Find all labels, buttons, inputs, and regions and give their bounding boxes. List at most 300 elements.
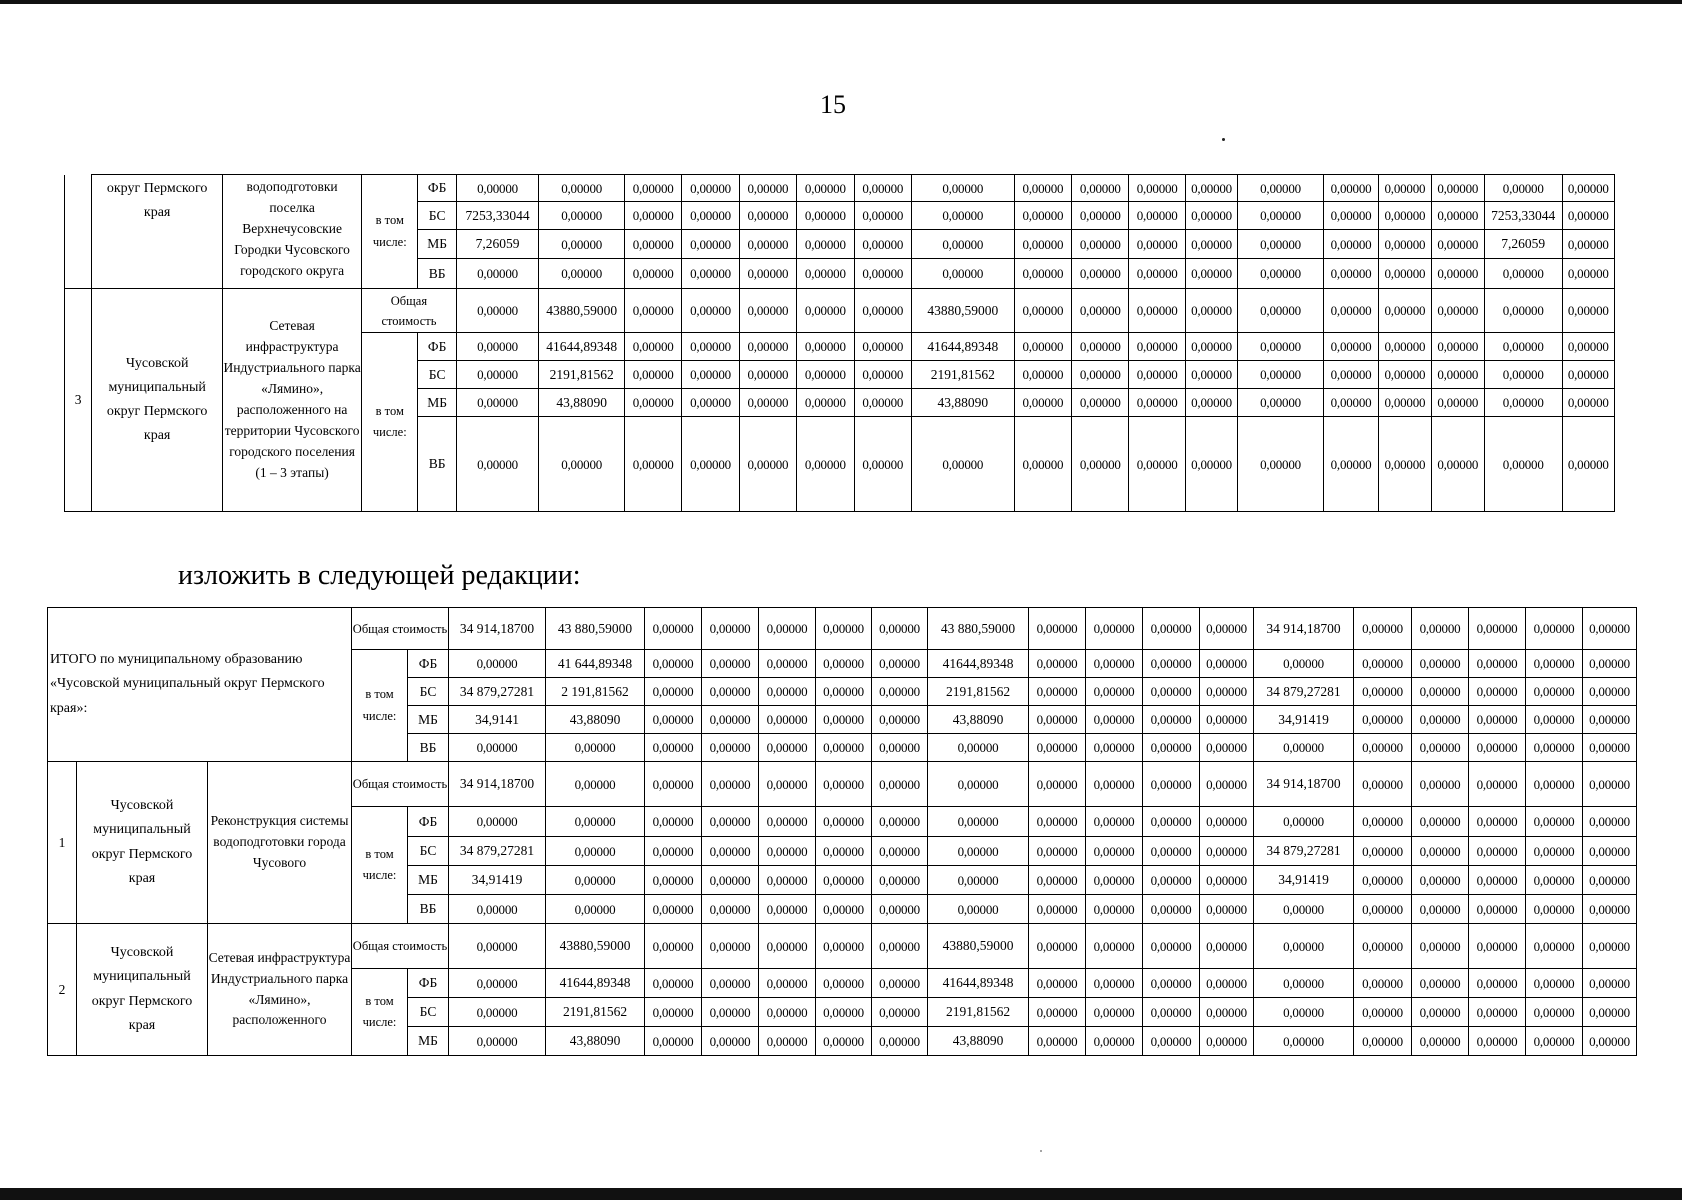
- value-cell: 43 880,59000: [546, 608, 645, 650]
- value-cell: 43880,59000: [911, 289, 1014, 333]
- financing-source: МБ: [418, 230, 456, 259]
- value-cell: 0,00000: [1323, 259, 1378, 289]
- value-cell: 0,00000: [872, 762, 928, 807]
- value-cell: 0,00000: [449, 734, 546, 762]
- value-cell: 34 879,27281: [1254, 678, 1354, 706]
- value-cell: 0,00000: [1484, 333, 1562, 361]
- municipality-cell: округ Пермского края: [92, 175, 223, 289]
- value-cell: 0,00000: [816, 762, 872, 807]
- value-cell: 0,00000: [854, 259, 911, 289]
- value-cell: 0,00000: [1484, 259, 1562, 289]
- value-cell: 0,00000: [1254, 650, 1354, 678]
- value-cell: 0,00000: [1323, 230, 1378, 259]
- value-cell: 0,00000: [759, 895, 816, 924]
- value-cell: 0,00000: [872, 807, 928, 837]
- value-cell: 0,00000: [1583, 762, 1637, 807]
- value-cell: 0,00000: [1238, 361, 1324, 389]
- value-cell: 0,00000: [645, 706, 702, 734]
- value-cell: 0,00000: [759, 837, 816, 866]
- value-cell: 0,00000: [1143, 706, 1200, 734]
- value-cell: 0,00000: [1200, 734, 1254, 762]
- value-cell: 0,00000: [1323, 333, 1378, 361]
- value-cell: 0,00000: [1562, 333, 1615, 361]
- value-cell: 0,00000: [1583, 608, 1637, 650]
- value-cell: 0,00000: [1583, 650, 1637, 678]
- value-cell: 0,00000: [1185, 175, 1237, 202]
- value-cell: 0,00000: [1143, 895, 1200, 924]
- value-cell: 0,00000: [854, 361, 911, 389]
- financing-source: БС: [408, 998, 449, 1027]
- value-cell: 0,00000: [546, 837, 645, 866]
- value-cell: 0,00000: [1143, 866, 1200, 895]
- value-cell: 43880,59000: [539, 289, 625, 333]
- value-cell: 0,00000: [702, 650, 759, 678]
- value-cell: 0,00000: [1014, 259, 1071, 289]
- value-cell: 0,00000: [911, 259, 1014, 289]
- value-cell: 0,00000: [739, 361, 796, 389]
- value-cell: 0,00000: [1185, 259, 1237, 289]
- value-cell: 41644,89348: [928, 969, 1029, 998]
- value-cell: 0,00000: [739, 389, 796, 417]
- value-cell: 0,00000: [1412, 998, 1469, 1027]
- value-cell: 0,00000: [1526, 762, 1583, 807]
- value-cell: 0,00000: [1200, 1027, 1254, 1056]
- value-cell: 0,00000: [1583, 866, 1637, 895]
- value-cell: 34,91419: [1254, 706, 1354, 734]
- value-cell: 0,00000: [1562, 230, 1615, 259]
- value-cell: 0,00000: [624, 202, 681, 230]
- value-cell: 0,00000: [1129, 230, 1185, 259]
- value-cell: 0,00000: [456, 361, 539, 389]
- municipality-cell: Чусовской муниципальный округ Пермского края: [77, 762, 208, 924]
- value-cell: 2191,81562: [928, 678, 1029, 706]
- value-cell: 0,00000: [1469, 734, 1526, 762]
- value-cell: 0,00000: [1143, 807, 1200, 837]
- value-cell: 0,00000: [1143, 762, 1200, 807]
- value-cell: 2191,81562: [539, 361, 625, 389]
- value-cell: 0,00000: [682, 333, 739, 361]
- index-cell: 1: [48, 762, 77, 924]
- value-cell: 34 879,27281: [1254, 837, 1354, 866]
- value-cell: 34 914,18700: [449, 608, 546, 650]
- value-cell: 0,00000: [702, 807, 759, 837]
- value-cell: 0,00000: [872, 678, 928, 706]
- value-cell: 0,00000: [1431, 175, 1484, 202]
- value-cell: 0,00000: [1029, 1027, 1086, 1056]
- financing-source: ФБ: [418, 333, 456, 361]
- value-cell: 0,00000: [1484, 175, 1562, 202]
- value-cell: 0,00000: [645, 807, 702, 837]
- value-cell: 0,00000: [702, 895, 759, 924]
- value-cell: 0,00000: [645, 608, 702, 650]
- value-cell: 2191,81562: [928, 998, 1029, 1027]
- value-cell: 0,00000: [1129, 202, 1185, 230]
- value-cell: 0,00000: [854, 175, 911, 202]
- value-cell: 0,00000: [645, 998, 702, 1027]
- value-cell: 41644,89348: [539, 333, 625, 361]
- value-cell: 0,00000: [1323, 175, 1378, 202]
- financing-source: ФБ: [408, 807, 449, 837]
- section-heading: изложить в следующей редакции:: [178, 560, 581, 591]
- value-cell: 0,00000: [1029, 678, 1086, 706]
- value-cell: 0,00000: [1014, 417, 1071, 512]
- value-cell: 0,00000: [1354, 924, 1412, 969]
- value-cell: 0,00000: [872, 837, 928, 866]
- value-cell: 0,00000: [1014, 230, 1071, 259]
- value-cell: 0,00000: [682, 289, 739, 333]
- value-cell: 0,00000: [1526, 678, 1583, 706]
- value-cell: 0,00000: [1526, 895, 1583, 924]
- financing-source: БС: [408, 678, 449, 706]
- financing-source: ФБ: [408, 969, 449, 998]
- value-cell: 0,00000: [1354, 678, 1412, 706]
- itogo-label: ИТОГО по муниципальному образованию «Чусовской муниципальный округ Пермского края»:: [48, 608, 352, 762]
- value-cell: 0,00000: [739, 289, 796, 333]
- financing-source: ВБ: [418, 259, 456, 289]
- value-cell: 0,00000: [1143, 678, 1200, 706]
- value-cell: 0,00000: [1431, 230, 1484, 259]
- value-cell: 0,00000: [928, 734, 1029, 762]
- value-cell: 0,00000: [1238, 202, 1324, 230]
- value-cell: 0,00000: [1143, 1027, 1200, 1056]
- value-cell: 0,00000: [546, 895, 645, 924]
- value-cell: 0,00000: [1238, 333, 1324, 361]
- value-cell: 43880,59000: [928, 924, 1029, 969]
- value-cell: 0,00000: [1086, 706, 1143, 734]
- value-cell: 0,00000: [449, 895, 546, 924]
- value-cell: 0,00000: [1185, 230, 1237, 259]
- value-cell: 0,00000: [1072, 361, 1129, 389]
- value-cell: 0,00000: [816, 895, 872, 924]
- value-cell: 0,00000: [1072, 259, 1129, 289]
- value-cell: 0,00000: [872, 706, 928, 734]
- financing-source: БС: [418, 361, 456, 389]
- value-cell: 0,00000: [1029, 924, 1086, 969]
- value-cell: 0,00000: [1469, 969, 1526, 998]
- value-cell: 0,00000: [928, 807, 1029, 837]
- value-cell: 0,00000: [1238, 417, 1324, 512]
- value-cell: 0,00000: [1086, 807, 1143, 837]
- value-cell: 0,00000: [1014, 361, 1071, 389]
- value-cell: 0,00000: [1412, 807, 1469, 837]
- value-cell: 0,00000: [1469, 895, 1526, 924]
- value-cell: 0,00000: [1143, 650, 1200, 678]
- financing-source: ВБ: [408, 734, 449, 762]
- value-cell: 0,00000: [546, 866, 645, 895]
- financing-source: ВБ: [408, 895, 449, 924]
- value-cell: 43880,59000: [546, 924, 645, 969]
- value-cell: 0,00000: [449, 1027, 546, 1056]
- value-cell: 0,00000: [1029, 650, 1086, 678]
- value-cell: 0,00000: [1562, 389, 1615, 417]
- value-cell: 0,00000: [1238, 175, 1324, 202]
- value-cell: 0,00000: [759, 678, 816, 706]
- value-cell: 0,00000: [645, 895, 702, 924]
- value-cell: 0,00000: [702, 678, 759, 706]
- value-cell: 0,00000: [1526, 969, 1583, 998]
- value-cell: 0,00000: [816, 969, 872, 998]
- value-cell: 0,00000: [1526, 998, 1583, 1027]
- value-cell: 0,00000: [624, 259, 681, 289]
- value-cell: 0,00000: [1200, 762, 1254, 807]
- value-cell: 0,00000: [1254, 807, 1354, 837]
- value-cell: 0,00000: [1254, 734, 1354, 762]
- value-cell: 0,00000: [1412, 762, 1469, 807]
- value-cell: 0,00000: [449, 650, 546, 678]
- value-cell: 0,00000: [1562, 202, 1615, 230]
- value-cell: 0,00000: [702, 969, 759, 998]
- value-cell: 2 191,81562: [546, 678, 645, 706]
- index-cell: 3: [65, 289, 92, 512]
- total-cost-label: Общая стоимость: [352, 762, 449, 807]
- value-cell: 0,00000: [1029, 807, 1086, 837]
- value-cell: 0,00000: [1238, 230, 1324, 259]
- value-cell: 0,00000: [1072, 202, 1129, 230]
- value-cell: 0,00000: [1086, 762, 1143, 807]
- value-cell: 0,00000: [928, 837, 1029, 866]
- value-cell: 41644,89348: [546, 969, 645, 998]
- value-cell: 0,00000: [1583, 837, 1637, 866]
- index-cell: 2: [48, 924, 77, 1056]
- value-cell: 34,91419: [1254, 866, 1354, 895]
- value-cell: 0,00000: [1143, 924, 1200, 969]
- value-cell: 0,00000: [682, 175, 739, 202]
- value-cell: 0,00000: [928, 866, 1029, 895]
- value-cell: 34,91419: [449, 866, 546, 895]
- value-cell: 0,00000: [1086, 866, 1143, 895]
- value-cell: 0,00000: [539, 259, 625, 289]
- value-cell: 0,00000: [1412, 1027, 1469, 1056]
- value-cell: 0,00000: [759, 762, 816, 807]
- value-cell: 0,00000: [1354, 998, 1412, 1027]
- value-cell: 0,00000: [1431, 202, 1484, 230]
- value-cell: 0,00000: [1072, 230, 1129, 259]
- value-cell: 0,00000: [739, 417, 796, 512]
- table-row: [48, 924, 1637, 969]
- value-cell: 0,00000: [1583, 969, 1637, 998]
- value-cell: 0,00000: [1583, 734, 1637, 762]
- value-cell: 0,00000: [1029, 998, 1086, 1027]
- value-cell: 0,00000: [1379, 333, 1431, 361]
- value-cell: 0,00000: [797, 289, 854, 333]
- value-cell: 0,00000: [1200, 678, 1254, 706]
- value-cell: 0,00000: [759, 706, 816, 734]
- value-cell: 0,00000: [1484, 389, 1562, 417]
- value-cell: 0,00000: [854, 417, 911, 512]
- value-cell: 0,00000: [682, 389, 739, 417]
- value-cell: 43 880,59000: [928, 608, 1029, 650]
- value-cell: 0,00000: [1469, 678, 1526, 706]
- value-cell: 0,00000: [449, 807, 546, 837]
- value-cell: 0,00000: [1185, 417, 1237, 512]
- value-cell: 0,00000: [1014, 389, 1071, 417]
- value-cell: 0,00000: [1086, 608, 1143, 650]
- value-cell: 0,00000: [1562, 259, 1615, 289]
- value-cell: 0,00000: [682, 361, 739, 389]
- value-cell: 43,88090: [928, 706, 1029, 734]
- value-cell: 0,00000: [1143, 608, 1200, 650]
- value-cell: 0,00000: [797, 175, 854, 202]
- value-cell: 0,00000: [872, 1027, 928, 1056]
- value-cell: 0,00000: [1583, 706, 1637, 734]
- value-cell: 0,00000: [797, 389, 854, 417]
- financing-source: БС: [418, 202, 456, 230]
- value-cell: 0,00000: [1323, 417, 1378, 512]
- value-cell: 0,00000: [816, 837, 872, 866]
- value-cell: 0,00000: [1583, 895, 1637, 924]
- value-cell: 43,88090: [546, 706, 645, 734]
- value-cell: 0,00000: [1129, 289, 1185, 333]
- value-cell: 0,00000: [645, 969, 702, 998]
- value-cell: 0,00000: [1469, 807, 1526, 837]
- value-cell: 0,00000: [702, 734, 759, 762]
- value-cell: 0,00000: [816, 1027, 872, 1056]
- value-cell: 7253,33044: [1484, 202, 1562, 230]
- value-cell: 0,00000: [1354, 837, 1412, 866]
- value-cell: 0,00000: [1526, 608, 1583, 650]
- value-cell: 0,00000: [1354, 807, 1412, 837]
- value-cell: 34,9141: [449, 706, 546, 734]
- value-cell: 0,00000: [1185, 361, 1237, 389]
- value-cell: 0,00000: [1072, 389, 1129, 417]
- value-cell: 0,00000: [739, 202, 796, 230]
- value-cell: 0,00000: [1469, 706, 1526, 734]
- value-cell: 0,00000: [872, 866, 928, 895]
- value-cell: 41 644,89348: [546, 650, 645, 678]
- including-label: в том числе:: [362, 175, 418, 289]
- value-cell: 0,00000: [1379, 389, 1431, 417]
- value-cell: 0,00000: [702, 998, 759, 1027]
- value-cell: 0,00000: [854, 389, 911, 417]
- value-cell: 0,00000: [1379, 259, 1431, 289]
- value-cell: 41644,89348: [928, 650, 1029, 678]
- value-cell: 0,00000: [1029, 706, 1086, 734]
- value-cell: 0,00000: [1185, 202, 1237, 230]
- value-cell: 7,26059: [456, 230, 539, 259]
- municipality-cell: Чусовской муниципальный округ Пермского края: [92, 289, 223, 512]
- value-cell: 0,00000: [759, 608, 816, 650]
- value-cell: 0,00000: [539, 417, 625, 512]
- value-cell: 0,00000: [645, 837, 702, 866]
- value-cell: 0,00000: [1129, 259, 1185, 289]
- scan-bottom-edge: [0, 1188, 1682, 1200]
- value-cell: 0,00000: [645, 1027, 702, 1056]
- value-cell: 0,00000: [1200, 866, 1254, 895]
- value-cell: 0,00000: [1086, 734, 1143, 762]
- value-cell: 0,00000: [1072, 417, 1129, 512]
- value-cell: 0,00000: [1029, 762, 1086, 807]
- value-cell: 0,00000: [1200, 924, 1254, 969]
- value-cell: 0,00000: [1238, 289, 1324, 333]
- including-label: в том числе:: [362, 333, 418, 512]
- including-label: в том числе:: [352, 650, 408, 762]
- value-cell: 0,00000: [1431, 289, 1484, 333]
- value-cell: 0,00000: [1129, 175, 1185, 202]
- financing-source: МБ: [408, 1027, 449, 1056]
- value-cell: 2191,81562: [911, 361, 1014, 389]
- total-cost-label: Общая стоимость: [352, 608, 449, 650]
- value-cell: 0,00000: [1562, 417, 1615, 512]
- value-cell: 0,00000: [1200, 895, 1254, 924]
- value-cell: 0,00000: [449, 924, 546, 969]
- value-cell: 0,00000: [1526, 1027, 1583, 1056]
- value-cell: 0,00000: [759, 807, 816, 837]
- value-cell: 0,00000: [759, 734, 816, 762]
- value-cell: 0,00000: [872, 650, 928, 678]
- value-cell: 0,00000: [1354, 1027, 1412, 1056]
- value-cell: 0,00000: [759, 924, 816, 969]
- value-cell: 0,00000: [1412, 837, 1469, 866]
- value-cell: 0,00000: [797, 259, 854, 289]
- value-cell: 0,00000: [1583, 1027, 1637, 1056]
- value-cell: 0,00000: [1412, 608, 1469, 650]
- value-cell: 0,00000: [702, 762, 759, 807]
- project-cell: водоподготовки поселка Верхнечусовские Городки Чусовского городского округа: [223, 175, 362, 289]
- value-cell: 0,00000: [1129, 333, 1185, 361]
- new-program-table: [47, 607, 1637, 1056]
- value-cell: 0,00000: [1431, 361, 1484, 389]
- value-cell: 0,00000: [1354, 706, 1412, 734]
- value-cell: 0,00000: [1185, 289, 1237, 333]
- value-cell: 0,00000: [1469, 924, 1526, 969]
- value-cell: 34 879,27281: [449, 678, 546, 706]
- value-cell: 0,00000: [759, 1027, 816, 1056]
- value-cell: 0,00000: [928, 895, 1029, 924]
- table-row: [65, 289, 1615, 333]
- value-cell: 0,00000: [872, 608, 928, 650]
- value-cell: 0,00000: [1323, 389, 1378, 417]
- value-cell: 0,00000: [702, 924, 759, 969]
- value-cell: 0,00000: [645, 866, 702, 895]
- index-cell: [65, 175, 92, 289]
- value-cell: 0,00000: [1469, 866, 1526, 895]
- value-cell: 0,00000: [456, 333, 539, 361]
- value-cell: 0,00000: [1583, 678, 1637, 706]
- value-cell: 0,00000: [1431, 259, 1484, 289]
- value-cell: 0,00000: [1354, 734, 1412, 762]
- value-cell: 0,00000: [739, 175, 796, 202]
- project-cell: Сетевая инфраструктура Индустриального парка «Лямино», расположенного на территории Чусовского городского поселения (1 – 3 этапы): [223, 289, 362, 512]
- value-cell: 0,00000: [1379, 289, 1431, 333]
- value-cell: 0,00000: [539, 230, 625, 259]
- value-cell: 0,00000: [816, 650, 872, 678]
- value-cell: 0,00000: [1238, 259, 1324, 289]
- value-cell: 0,00000: [739, 230, 796, 259]
- value-cell: 0,00000: [1254, 969, 1354, 998]
- value-cell: 34 879,27281: [449, 837, 546, 866]
- financing-source: МБ: [408, 866, 449, 895]
- value-cell: 0,00000: [1412, 969, 1469, 998]
- value-cell: 0,00000: [539, 175, 625, 202]
- value-cell: 0,00000: [682, 417, 739, 512]
- value-cell: 0,00000: [816, 706, 872, 734]
- value-cell: 0,00000: [702, 866, 759, 895]
- value-cell: 0,00000: [449, 998, 546, 1027]
- value-cell: 0,00000: [1562, 289, 1615, 333]
- value-cell: 0,00000: [1254, 895, 1354, 924]
- value-cell: 0,00000: [1238, 389, 1324, 417]
- value-cell: 0,00000: [624, 333, 681, 361]
- value-cell: 0,00000: [1379, 361, 1431, 389]
- value-cell: 0,00000: [816, 807, 872, 837]
- value-cell: 0,00000: [911, 202, 1014, 230]
- value-cell: 0,00000: [797, 361, 854, 389]
- financing-source: ФБ: [408, 650, 449, 678]
- value-cell: 0,00000: [1412, 866, 1469, 895]
- total-cost-label: Общая стоимость: [362, 289, 457, 333]
- value-cell: 0,00000: [797, 230, 854, 259]
- value-cell: 0,00000: [872, 734, 928, 762]
